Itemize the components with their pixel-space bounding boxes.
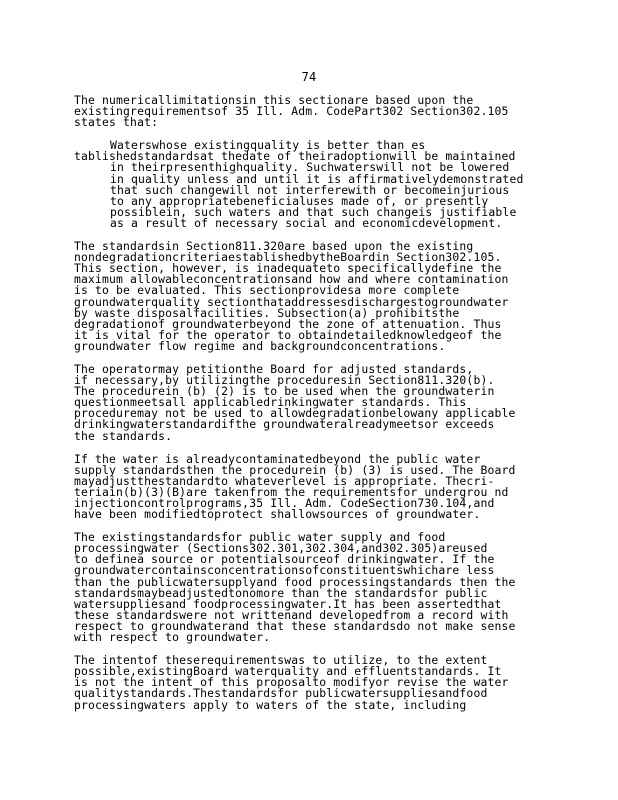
paragraph-intro bbox=[74, 95, 560, 128]
text-line: The existingstandardsfor public water supply and food bbox=[74, 530, 446, 545]
text-line: The operatormay petitionthe Board for adjusted standards, bbox=[74, 361, 474, 376]
text-line: groundwatercontainsconcentrationsofconstituentswhichare less bbox=[74, 563, 495, 578]
text-line: if necessary,by utilizingthe proceduresin Section811.320(b). bbox=[74, 373, 495, 388]
text-line: it is vital for the operator to obtaindetailedknowledgeof the bbox=[74, 327, 502, 342]
block-quote bbox=[74, 140, 560, 229]
text-line: degradationof groundwaterbeyond the zone of attenuation. Thus bbox=[74, 316, 502, 331]
text-line: standardsmaybeadjustedtonomore than the standardsfor public bbox=[74, 585, 488, 600]
text-line: groundwaterquality sectionthataddressesdischargestogroundwater bbox=[74, 294, 509, 309]
paragraph-standards bbox=[74, 241, 560, 352]
text-line: to definea source or potentialsourceof drinkingwater. If the bbox=[74, 552, 495, 567]
text-line: in quality unless and until it is affirmativelydemonstrated bbox=[110, 171, 524, 186]
text-line: than the publicwatersupplyand food processingstandards then the bbox=[74, 574, 516, 589]
text-line: proceduremay not be used to allowdegradationbelowany applicable bbox=[74, 406, 516, 421]
text-line: injectioncontrolprograms,35 Ill. Adm. CodeSection730.104,and bbox=[74, 496, 495, 510]
text-line: The standardsin Section811.320are based upon the existing bbox=[74, 239, 474, 254]
text-line: teriain(b)(3)(B)are takenfrom the requirementsfor undergrou nd bbox=[74, 484, 509, 499]
paragraph-petition bbox=[74, 361, 560, 443]
text-line: watersuppliesand foodprocessingwater.It has been assertedthat bbox=[74, 596, 502, 611]
text-line: states that: bbox=[74, 115, 159, 130]
paragraph-existing-standards bbox=[74, 532, 560, 643]
text-line: The intentof theserequirementswas to utilize, to the extent bbox=[74, 653, 488, 668]
text-line: If the water is alreadycontaminatedbeyond the public water bbox=[74, 451, 481, 466]
text-line: respect to groundwaterand that these standardsdo not make sense bbox=[74, 618, 516, 633]
text-line: is not the intent of this proposalto modifyor revise the water bbox=[74, 675, 509, 690]
text-line: is to be evaluated. This sectionprovidesa more complete bbox=[74, 283, 460, 298]
text-line: The numericallimitationsin this sectionare based upon the bbox=[74, 93, 474, 107]
text-line: existingrequirementsof 35 Ill. Adm. CodePart302 Section302.105 bbox=[74, 104, 509, 119]
text-line: have been modifiedtoprotect shallowsources of groundwater. bbox=[74, 507, 481, 522]
text-line: supply standardsthen the procedurein (b) (3) is used. The Board bbox=[74, 462, 516, 477]
text-line: Waterswhose existingquality is better than es bbox=[110, 138, 426, 153]
text-line: that such changewill not interferewith or becomeinjurious bbox=[110, 182, 510, 197]
text-line: in theirpresenthighquality. Suchwaterswill not be lowered bbox=[110, 160, 510, 175]
text-line: as a result of necessary social and economicdevelopment. bbox=[110, 215, 503, 230]
text-line: mayadjustthestandardto whateverlevel is appropriate. Thecri- bbox=[74, 473, 495, 488]
text-line: with respect to groundwater. bbox=[74, 630, 271, 645]
paragraph-contaminated bbox=[74, 451, 560, 522]
text-line: drinkingwaterstandardifthe groundwateralreadymeetsor exceeds bbox=[74, 417, 495, 432]
text-line: tablishedstandardsat thedate of theiradoptionwill be maintained bbox=[74, 149, 516, 164]
text-line: processingwaters apply to waters of the state, including bbox=[74, 697, 467, 712]
text-line: possible,existingBoard waterquality and effluentstandards. It bbox=[74, 664, 502, 679]
text-line: questionmeetsall applicabledrinkingwater standards. This bbox=[74, 395, 467, 410]
text-line: by waste disposalfacilities. Subsection(a) prohibitsthe bbox=[74, 305, 460, 320]
paragraph-intent bbox=[74, 655, 560, 710]
text-line: qualitystandards.Thestandardsfor publicwatersuppliesandfood bbox=[74, 686, 488, 701]
text-line: maximum allowableconcentrationsand how and where contamination bbox=[74, 272, 509, 287]
text-line: to any appropriatebeneficialuses made of, or presently bbox=[110, 193, 489, 208]
text-line: The procedurein (b) (2) is to be used when the groundwaterin bbox=[74, 384, 495, 399]
text-line: nondegradationcriteriaestablishedbytheBoardin Section302.105. bbox=[74, 250, 502, 265]
document-body bbox=[74, 95, 560, 723]
page-number: 74 bbox=[301, 70, 317, 84]
text-line: the standards. bbox=[74, 428, 173, 443]
text-line: possiblein, such waters and that such changeis justifiable bbox=[110, 204, 517, 219]
text-line: This section, however, is inadequateto specificallydefine the bbox=[74, 261, 502, 276]
text-line: groundwater flow regime and backgroundconcentrations. bbox=[74, 338, 446, 353]
text-line: these standardswere not writtenand developedfrom a record with bbox=[74, 607, 509, 622]
text-line: processingwater (Sections302.301,302.304,and302.305)areused bbox=[74, 541, 488, 556]
